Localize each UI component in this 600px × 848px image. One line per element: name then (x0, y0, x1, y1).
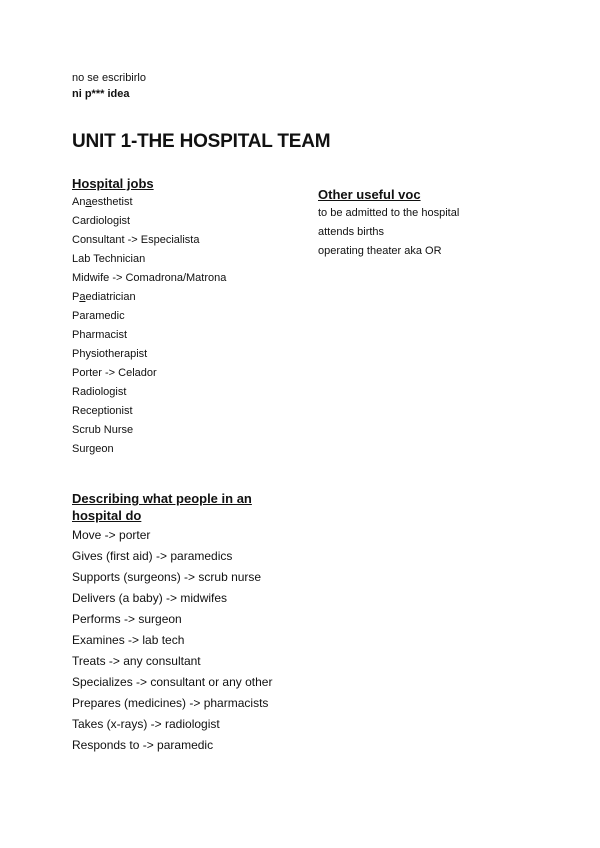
list-item: operating theater aka OR (318, 245, 442, 257)
list-item: Takes (x-rays) -> radiologist (72, 717, 220, 731)
list-item: Specializes -> consultant or any other (72, 675, 273, 689)
list-item: Scrub Nurse (72, 424, 134, 436)
note-line-2: ni p*** idea (72, 88, 130, 100)
list-item: Cardiologist (72, 215, 131, 227)
list-item: Porter -> Celador (72, 367, 157, 379)
list-item: attends births (318, 226, 385, 238)
describing-heading-line-1: Describing what people in an (72, 491, 252, 506)
other-voc-heading: Other useful voc (318, 187, 421, 202)
other-voc-list (318, 204, 558, 261)
hospital-jobs-section (72, 176, 292, 459)
hospital-jobs-heading: Hospital jobs (72, 176, 154, 191)
list-item: Prepares (medicines) -> pharmacists (72, 696, 269, 710)
list-item: Supports (surgeons) -> scrub nurse (72, 570, 262, 584)
describing-heading-line-2: hospital do (72, 508, 142, 523)
stressed-vowel: a (85, 196, 92, 208)
list-item: Surgeon (72, 443, 114, 455)
stressed-vowel: a (79, 291, 86, 303)
page-title: UNIT 1-THE HOSPITAL TEAM (72, 131, 331, 152)
list-item: Paramedic (72, 310, 125, 322)
list-item: Lab Technician (72, 253, 146, 265)
list-item: Anaesthetist (72, 196, 133, 208)
list-item: Consultant -> Especialista (72, 234, 200, 246)
list-item: Midwife -> Comadrona/Matrona (72, 272, 227, 284)
list-item: Treats -> any consultant (72, 654, 201, 668)
list-item: to be admitted to the hospital (318, 207, 460, 219)
note-line-1: no se escribirlo (72, 72, 146, 84)
list-item: Performs -> surgeon (72, 612, 182, 626)
list-item: Examines -> lab tech (72, 633, 185, 647)
other-voc-section (318, 187, 558, 261)
list-item: Move -> porter (72, 528, 151, 542)
describing-list (72, 525, 332, 756)
list-item: Paediatrician (72, 291, 136, 303)
list-item: Physiotherapist (72, 348, 148, 360)
hospital-jobs-list (72, 193, 292, 459)
list-item: Delivers (a baby) -> midwifes (72, 591, 228, 605)
describing-heading (72, 490, 332, 524)
describing-section (72, 490, 332, 756)
list-item: Radiologist (72, 386, 127, 398)
list-item: Gives (first aid) -> paramedics (72, 549, 233, 563)
list-item: Receptionist (72, 405, 133, 417)
list-item: Pharmacist (72, 329, 128, 341)
list-item: Responds to -> paramedic (72, 738, 214, 752)
